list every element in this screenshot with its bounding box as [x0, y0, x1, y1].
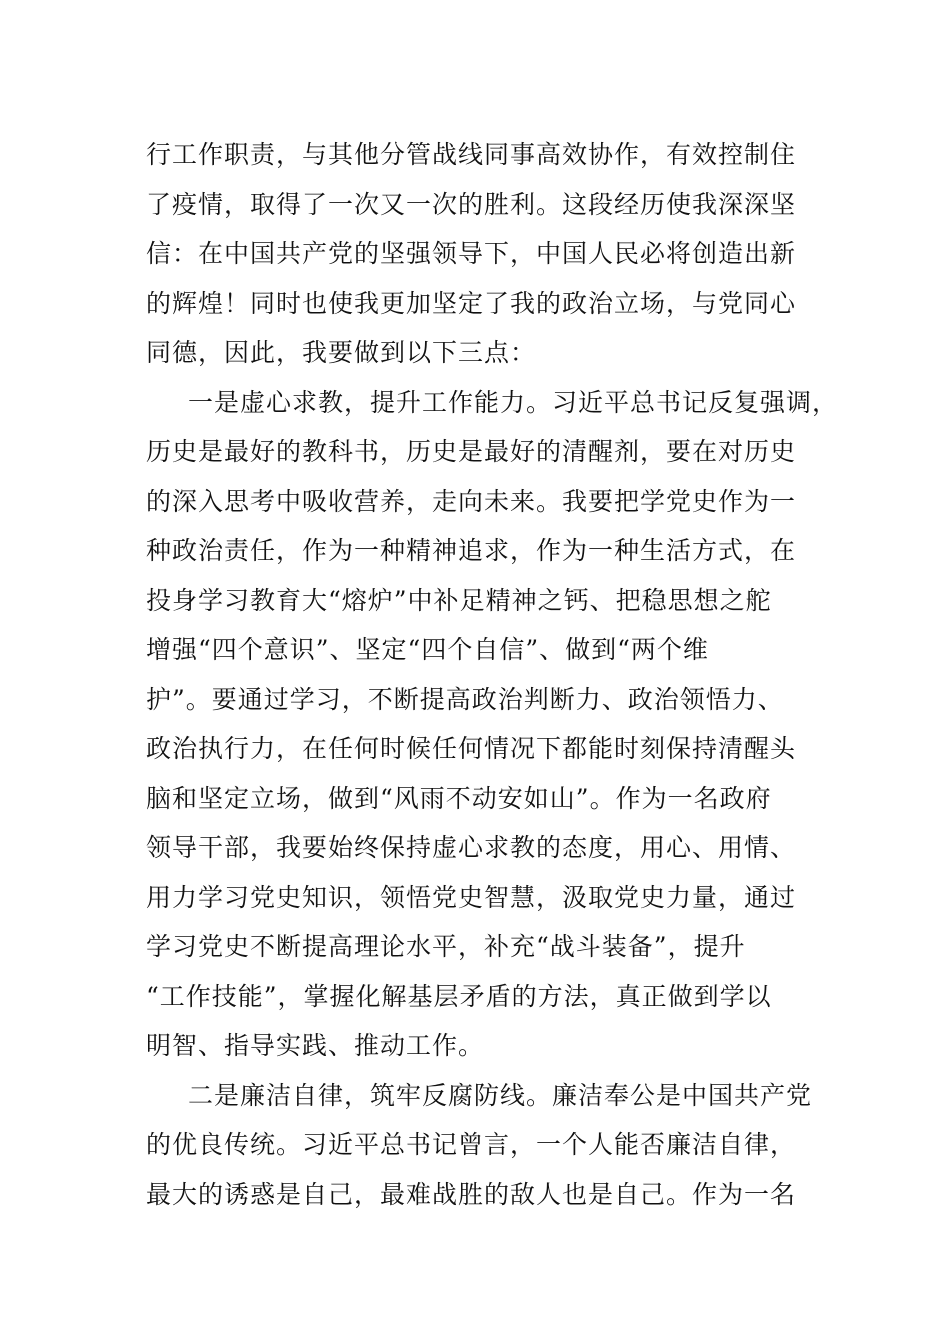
paragraph-start-line: 一是虚心求教，提升工作能力。习近平总书记反复强调，	[188, 387, 839, 417]
text-line: 脑和坚定立场，做到“风雨不动安如山”。作为一名政府	[146, 783, 772, 813]
text-line: 领导干部，我要始终保持虚心求教的态度，用心、用情、	[146, 833, 797, 862]
text-line: 的优良传统。习近平总书记曾言，一个人能否廉洁自律，	[146, 1130, 797, 1159]
text-line: 明智、指导实践、推动工作。	[146, 1031, 485, 1060]
text-line: 增强“四个意识”、坚定“四个自信”、做到“两个维	[146, 635, 709, 664]
text-line: 的辉煌！同时也使我更加坚定了我的政治立场，与党同心	[146, 288, 797, 318]
text-line: 行工作职责，与其他分管战线同事高效协作，有效控制住	[146, 140, 797, 169]
text-line: 投身学习教育大“熔炉”中补足精神之钙、把稳思想之舵	[146, 585, 772, 615]
text-line: 了疫情，取得了一次又一次的胜利。这段经历使我深深坚	[146, 189, 797, 219]
text-line: 政治执行力，在任何时候任何情况下都能时刻保持清醒头	[146, 734, 797, 763]
text-line: 用力学习党史知识，领悟党史智慧，汲取党史力量，通过	[146, 882, 797, 912]
text-line: 学习党史不断提高理论水平，补充“战斗装备”，提升	[146, 932, 746, 961]
body-text	[146, 130, 839, 1219]
text-line: 的深入思考中吸收营养，走向未来。我要把学党史作为一	[146, 486, 797, 516]
text-line: 护”。要通过学习，不断提高政治判断力、政治领悟力、	[146, 684, 784, 714]
text-line: 同德，因此，我要做到以下三点：	[146, 338, 537, 367]
text-line: “工作技能”，掌握化解基层矛盾的方法，真正做到学以	[146, 981, 772, 1011]
text-line: 最大的诱惑是自己，最难战胜的敌人也是自己。作为一名	[146, 1179, 797, 1209]
text-line: 信：在中国共产党的坚强领导下，中国人民必将创造出新	[146, 239, 797, 268]
text-line: 种政治责任，作为一种精神追求，作为一种生活方式，在	[146, 536, 797, 565]
text-line: 历史是最好的教科书，历史是最好的清醒剂，要在对历史	[146, 437, 797, 466]
paragraph-start-line: 二是廉洁自律，筑牢反腐防线。廉洁奉公是中国共产党	[188, 1080, 813, 1110]
